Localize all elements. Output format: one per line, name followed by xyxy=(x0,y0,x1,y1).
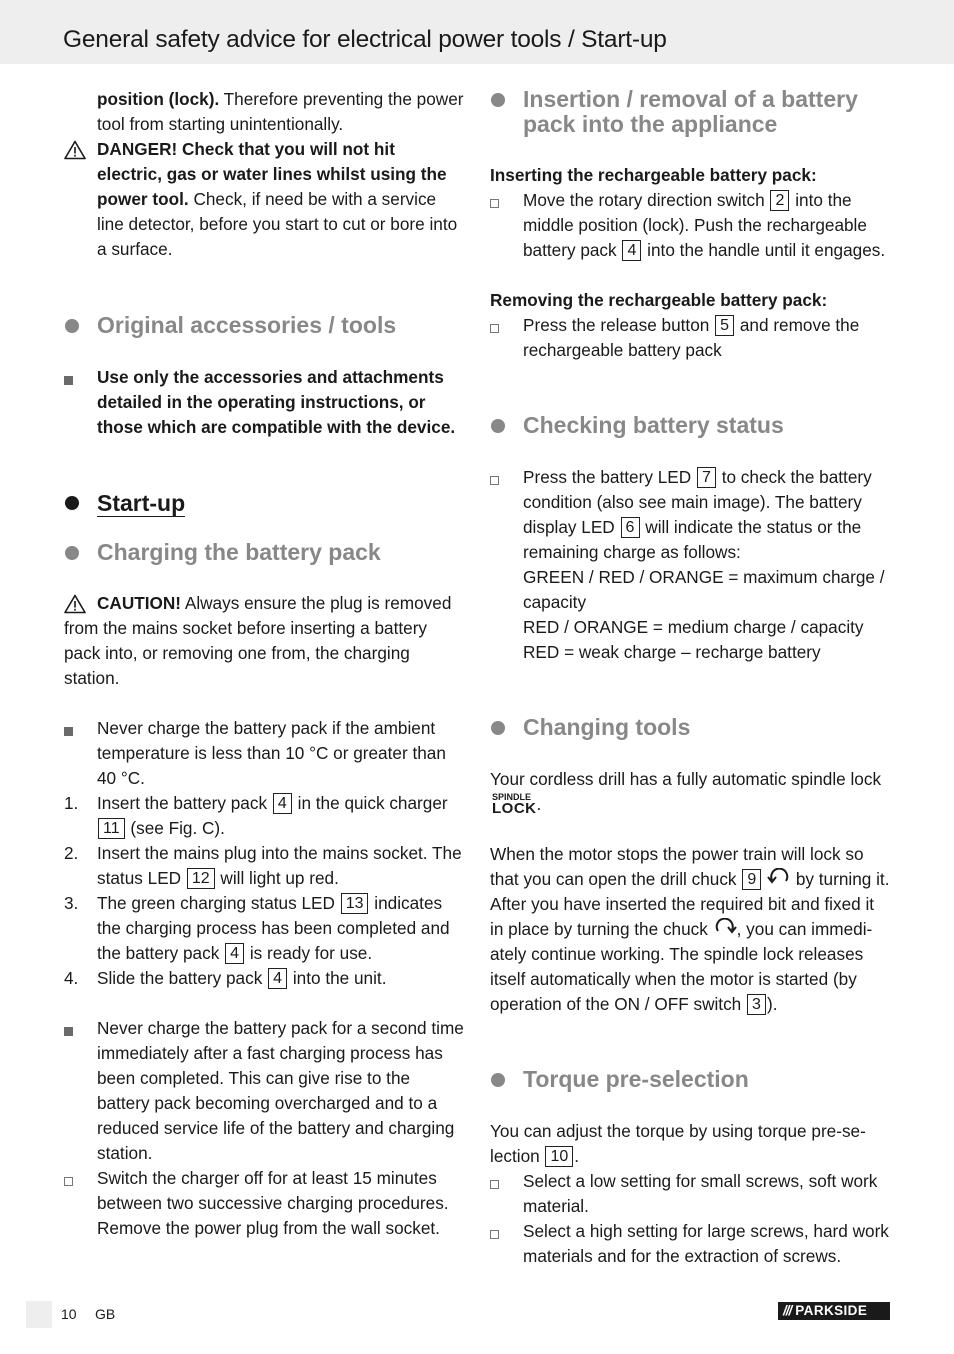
bullet-dot-icon xyxy=(65,546,79,560)
step-4 xyxy=(64,966,464,991)
heading-changing xyxy=(490,715,890,740)
ref-box: 12 xyxy=(187,868,215,889)
changing-paragraph: Your cordless drill has a fully automatic spindle lock SPINDLE LOCK . xyxy=(490,769,882,817)
step-text: in the quick charger xyxy=(292,793,448,813)
caution-paragraph xyxy=(64,591,464,691)
ref-box: 11 xyxy=(98,818,125,839)
torque-paragraph xyxy=(490,1119,890,1169)
checkbox-bullet-icon xyxy=(490,199,499,208)
inserting-item xyxy=(490,188,890,263)
switch-off-text: Switch the charger off for at least 15 minutes between two successive charging procedures. Remove the power plug from the wall socket. xyxy=(97,1168,449,1238)
status-line: GREEN / RED / ORANGE = maximum charge / capacity xyxy=(523,567,885,612)
bullet-dot-icon xyxy=(491,419,505,433)
danger-bold: DANGER! Check that you will not hit electric, gas or water lines whilst using the power tool. xyxy=(97,139,447,209)
inserting-subheading: Inserting the rechargeable battery pack: xyxy=(490,165,817,185)
inserting-text: Move the rotary direction switch xyxy=(523,190,770,210)
rotate-open-icon xyxy=(767,868,791,888)
checkbox-bullet-icon xyxy=(490,1180,499,1189)
heading-accessories-text: Original accessories / tools xyxy=(97,312,397,338)
step-text: will light up red. xyxy=(215,868,339,888)
heading-accessories xyxy=(64,313,464,338)
torque-low-text: Select a low setting for small screws, soft work material. xyxy=(523,1171,878,1216)
page-title: General safety advice for electrical power tools / Start-up xyxy=(63,26,667,53)
heading-charging xyxy=(64,540,464,565)
never-charge-text-2: Never charge the battery pack for a second time immediately after a fast charging process has been completed. This can give rise to the battery pack becoming overcharged and to a reduced service life of the battery and charging station. xyxy=(97,1018,464,1163)
right-column xyxy=(490,87,890,1269)
ref-box: 4 xyxy=(268,968,287,989)
checkbox-bullet-icon xyxy=(490,476,499,485)
removing-text: Press the release button xyxy=(523,315,715,335)
removing-text: and remove the rechargeable battery pack xyxy=(523,315,860,360)
checkbox-bullet-icon xyxy=(64,1177,73,1186)
motor-text: ). xyxy=(767,994,778,1014)
motor-text: When the motor stops the power train will lock so that you can open the drill chuck xyxy=(490,844,864,889)
step-number: 3. xyxy=(64,893,79,913)
heading-torque xyxy=(490,1067,890,1092)
checking-text: Press the battery LED xyxy=(523,467,696,487)
square-bullet-icon xyxy=(64,376,73,385)
bullet-dot-icon xyxy=(491,721,505,735)
step-text: indicates the charging process has been completed and the battery pack xyxy=(97,893,450,963)
never-charge-item-1 xyxy=(64,716,464,791)
heading-checking xyxy=(490,413,890,438)
changing-text: Your cordless drill has a fully automatic spindle lock xyxy=(490,769,882,789)
checking-text: will indicate the status or the remaining charge as follows: xyxy=(523,517,862,562)
heading-startup-text: Start-up xyxy=(97,490,186,516)
ref-box: 6 xyxy=(621,517,640,538)
heading-changing-text: Changing tools xyxy=(523,714,691,740)
logo-stripes: /// xyxy=(783,1303,792,1318)
bullet-dot-icon xyxy=(65,496,79,510)
heading-torque-text: Torque pre-selection xyxy=(523,1066,749,1092)
heading-startup xyxy=(64,490,464,517)
left-column xyxy=(64,87,464,1241)
torque-text: . xyxy=(574,1146,580,1166)
inserting-text: into the handle until it engages. xyxy=(642,240,886,260)
step-text: Slide the battery pack xyxy=(97,968,268,988)
status-line: RED / ORANGE = medium charge / capacity xyxy=(523,617,864,637)
checkbox-bullet-icon xyxy=(490,1230,499,1239)
step-text: Insert the battery pack xyxy=(97,793,272,813)
torque-high-item xyxy=(490,1219,890,1269)
intro-paragraph xyxy=(64,87,464,137)
spindle-lock-top: SPINDLE xyxy=(492,792,532,802)
heading-checking-text: Checking battery status xyxy=(523,412,784,438)
step-text: is ready for use. xyxy=(245,943,373,963)
step-2 xyxy=(64,841,464,891)
step-number: 1. xyxy=(64,793,79,813)
ref-box: 5 xyxy=(715,315,734,336)
ref-box: 4 xyxy=(225,943,244,964)
intro-text: Therefore preventing the power tool from starting unintentionally. xyxy=(97,89,464,134)
status-line: RED = weak charge – recharge battery xyxy=(523,642,821,662)
logo-text: PARKSIDE xyxy=(795,1303,868,1318)
step-number: 4. xyxy=(64,968,79,988)
accessories-text: Use only the accessories and attachments detailed in the operating instructions, or those which are compatible with the device. xyxy=(97,367,456,437)
ref-box: 13 xyxy=(341,893,369,914)
footer-tab xyxy=(26,1301,52,1328)
bullet-dot-icon xyxy=(65,319,79,333)
never-charge-item-2 xyxy=(64,1016,464,1166)
ref-box: 7 xyxy=(697,467,716,488)
danger-warning xyxy=(64,137,464,262)
checking-item xyxy=(490,465,890,665)
step-text: into the unit. xyxy=(288,968,387,988)
caution-bold: CAUTION! xyxy=(97,593,182,613)
square-bullet-icon xyxy=(64,727,73,736)
checking-text: to check the battery condition (also see main image). The battery display LED xyxy=(523,467,872,537)
removing-item xyxy=(490,313,890,363)
step-text: The green charging status LED xyxy=(97,893,340,913)
caution-text: Always ensure the plug is removed from the mains socket before inserting a battery pack into, or removing one from, the charging station. xyxy=(64,593,452,688)
checkbox-bullet-icon xyxy=(490,324,499,333)
ref-box: 9 xyxy=(742,869,761,890)
page-number: 10 xyxy=(61,1306,77,1322)
switch-off-item xyxy=(64,1166,464,1241)
heading-charging-text: Charging the battery pack xyxy=(97,539,381,565)
rotate-close-icon xyxy=(713,918,737,938)
danger-text: Check, if need be with a service line detector, before you start to cut or bore into a surface. xyxy=(97,189,458,259)
inserting-text: into the middle position (lock). Push the rechargeable battery pack xyxy=(523,190,867,260)
torque-text: You can adjust the torque by using torque pre-se-lection xyxy=(490,1121,866,1166)
torque-low-item xyxy=(490,1169,890,1219)
spindle-lock-bottom: LOCK xyxy=(492,800,537,817)
accessories-item xyxy=(64,365,464,440)
step-3 xyxy=(64,891,464,966)
never-charge-text-1: Never charge the battery pack if the ambient temperature is less than 10 °C or greater than 40 °C. xyxy=(97,718,446,788)
motor-text: , you can immedi-ately continue working. The spindle lock releases itself automatically when the motor is started (by operation of the ON / OFF switch xyxy=(490,919,873,1014)
torque-high-text: Select a high setting for large screws, hard work materials and for the extraction of screws. xyxy=(523,1221,889,1266)
parkside-logo xyxy=(778,1302,890,1320)
motor-text: by turning it. After you have inserted the required bit and fixed it in place by turning the chuck xyxy=(490,869,890,939)
step-1 xyxy=(64,791,464,841)
intro-bold: position (lock). xyxy=(97,89,220,109)
motor-paragraph xyxy=(490,842,890,1017)
bullet-dot-icon xyxy=(491,93,505,107)
ref-box: 3 xyxy=(747,994,766,1015)
ref-box: 2 xyxy=(770,190,789,211)
removing-subheading: Removing the rechargeable battery pack: xyxy=(490,290,828,310)
step-number: 2. xyxy=(64,843,79,863)
ref-box: 4 xyxy=(273,793,292,814)
bullet-dot-icon xyxy=(491,1073,505,1087)
ref-box: 10 xyxy=(545,1146,573,1167)
heading-insertion-text: Insertion / removal of a battery pack into the appliance xyxy=(523,86,858,137)
language-code: GB xyxy=(95,1306,116,1322)
square-bullet-icon xyxy=(64,1027,73,1036)
step-text: (see Fig. C). xyxy=(125,818,225,838)
step-text: Insert the mains plug into the mains socket. The status LED xyxy=(97,843,462,888)
warning-triangle-icon xyxy=(64,594,86,614)
warning-triangle-icon xyxy=(64,140,86,160)
heading-insertion xyxy=(490,87,890,137)
spindle-lock-icon xyxy=(492,792,537,815)
ref-box: 4 xyxy=(622,240,641,261)
